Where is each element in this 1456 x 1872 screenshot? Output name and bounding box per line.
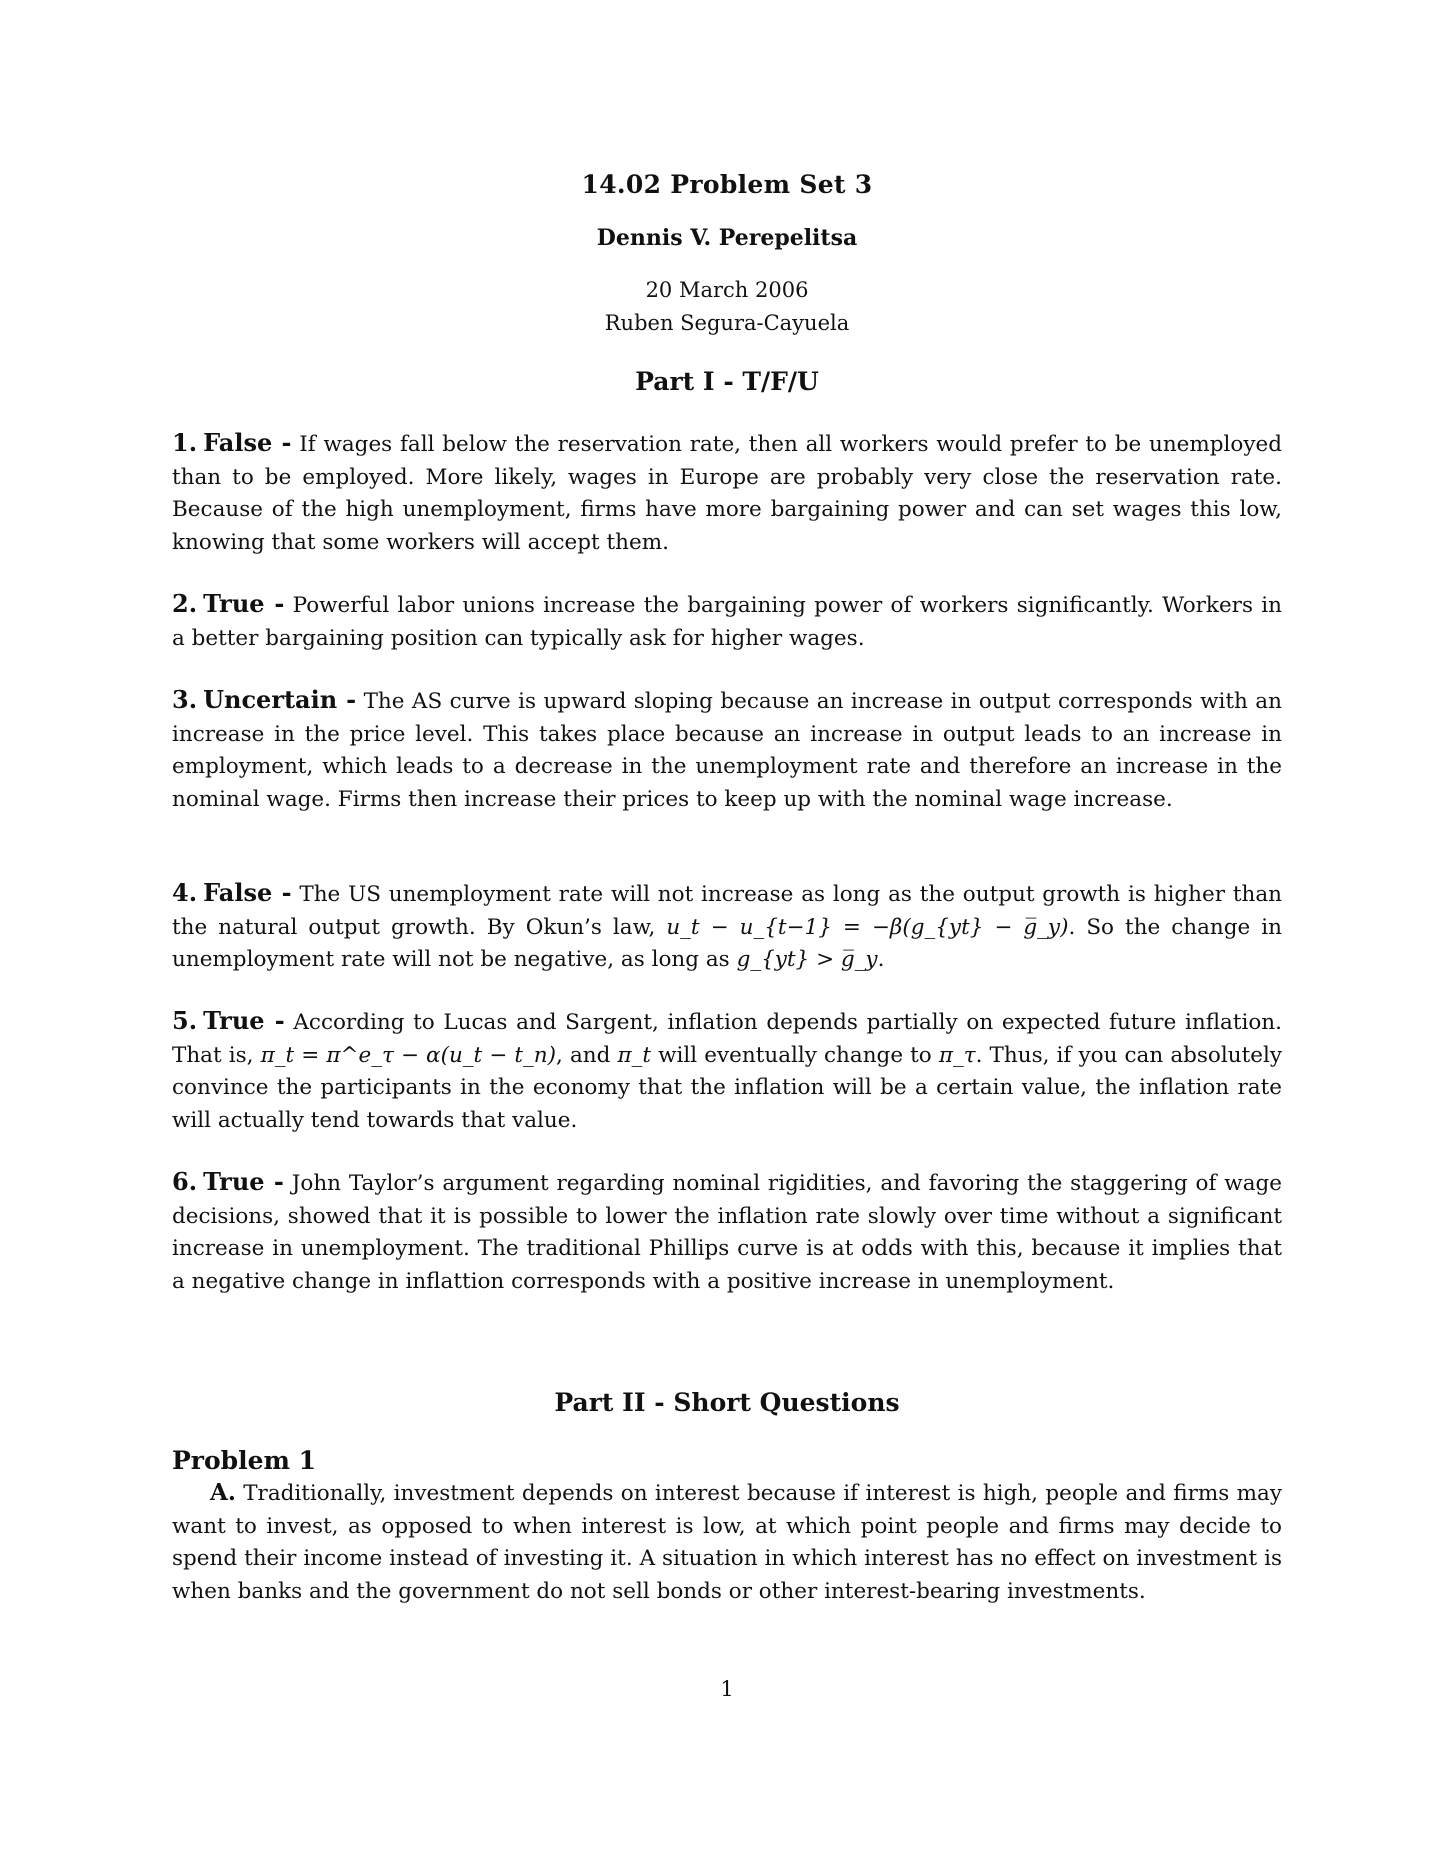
- answer-5-text-before: According to Lucas and Sargent, inflation depends partially on expected future inflation. That is,: [172, 1010, 1282, 1068]
- answer-4: [172, 877, 1282, 977]
- section-heading-part1: Part I - T/F/U: [635, 367, 819, 396]
- section-heading-part2: Part II - Short Questions: [554, 1388, 900, 1417]
- answer-3-label: 3. Uncertain -: [172, 685, 357, 714]
- answer-3-text: The AS curve is upward sloping because an increase in output corresponds with an increase in the price level. This takes place because an increase in output leads to an increase in employment, which leads to a decrease in the unemployment rate and therefore an increase in the nominal wage. Firms then increase their prices to keep up with the nominal wage increase.: [172, 689, 1282, 812]
- okun-formula: u_t − u_{t−1} = −β(g_{yt} − g̅_y): [666, 914, 1069, 940]
- part-a-label: A.: [210, 1479, 236, 1506]
- answer-5-text-middle: , and: [556, 1042, 611, 1068]
- document-date: 20 March 2006: [645, 278, 809, 302]
- answer-5-text-middle2: will eventually change to: [658, 1042, 932, 1068]
- part-a-text: Traditionally, investment depends on interest because if interest is high, people and firms may want to invest, as opposed to when interest is low, at which point people and firms may decide to spend their income instead of investing it. A situation in which interest has no effect on investment is when banks and the government do not sell bonds or other interest-bearing investments.: [172, 1481, 1282, 1604]
- answer-6-text: John Taylor’s argument regarding nominal rigidities, and favoring the staggering of wage decisions, showed that it is possible to lower the inflation rate slowly over time without a significant increase in unemployment. The traditional Phillips curve is at odds with this, because it implies that a negative change in inflattion corresponds with a positive increase in unemployment.: [172, 1171, 1283, 1294]
- target-inflation-symbol: π_τ: [938, 1042, 976, 1068]
- document-page: [172, 0, 1282, 1872]
- answer-3: [172, 684, 1282, 816]
- answer-4-text-middle: . So the change in unemployment rate will not be negative, as long as: [172, 914, 1282, 972]
- answer-1-label: 1. False -: [172, 428, 292, 457]
- growth-condition-formula: g_{yt} > g̅_y: [736, 947, 878, 972]
- answer-2-text: Powerful labor unions increase the bargaining power of workers significantly. Workers in a better bargaining position can typically ask for higher wages.: [172, 593, 1282, 651]
- answer-5-text-after: . Thus, if you can absolutely convince the participants in the economy that the inflation will be a certain value, the inflation rate will actually tend towards that value.: [172, 1042, 1282, 1133]
- answer-4-text-before: The US unemployment rate will not increase as long as the output growth is higher than the natural output growth. By Okun’s law,: [172, 882, 1282, 940]
- answer-1: [172, 427, 1282, 559]
- author-name: Dennis V. Perepelitsa: [596, 225, 858, 251]
- inflation-symbol: π_t: [617, 1042, 652, 1068]
- answer-2-label: 2. True -: [172, 589, 285, 618]
- ta-name: Ruben Segura-Cayuela: [604, 311, 850, 335]
- answer-2: [172, 588, 1282, 655]
- answer-5: [172, 1005, 1282, 1137]
- answer-4-label: 4. False -: [172, 878, 292, 907]
- answer-1-text: If wages fall below the reservation rate, then all workers would prefer to be unemployed than to be employed. More likely, wages in Europe are probably very close the reservation rate. Because of the high unemployment, firms have more bargaining power and can set wages this low, knowing that some workers will accept them.: [172, 432, 1282, 555]
- inflation-formula: π_t = π^e_τ − α(u_t − t_n): [260, 1042, 557, 1068]
- document-title: 14.02 Problem Set 3: [581, 170, 873, 199]
- answer-4-text-after: .: [877, 947, 885, 972]
- problem-1-heading: Problem 1: [172, 1446, 317, 1475]
- answer-6: [172, 1166, 1282, 1298]
- problem-1-part-a: [172, 1477, 1282, 1608]
- answer-6-label: 6. True -: [172, 1167, 284, 1196]
- page-number: 1: [720, 1677, 734, 1701]
- answer-5-label: 5. True -: [172, 1006, 285, 1035]
